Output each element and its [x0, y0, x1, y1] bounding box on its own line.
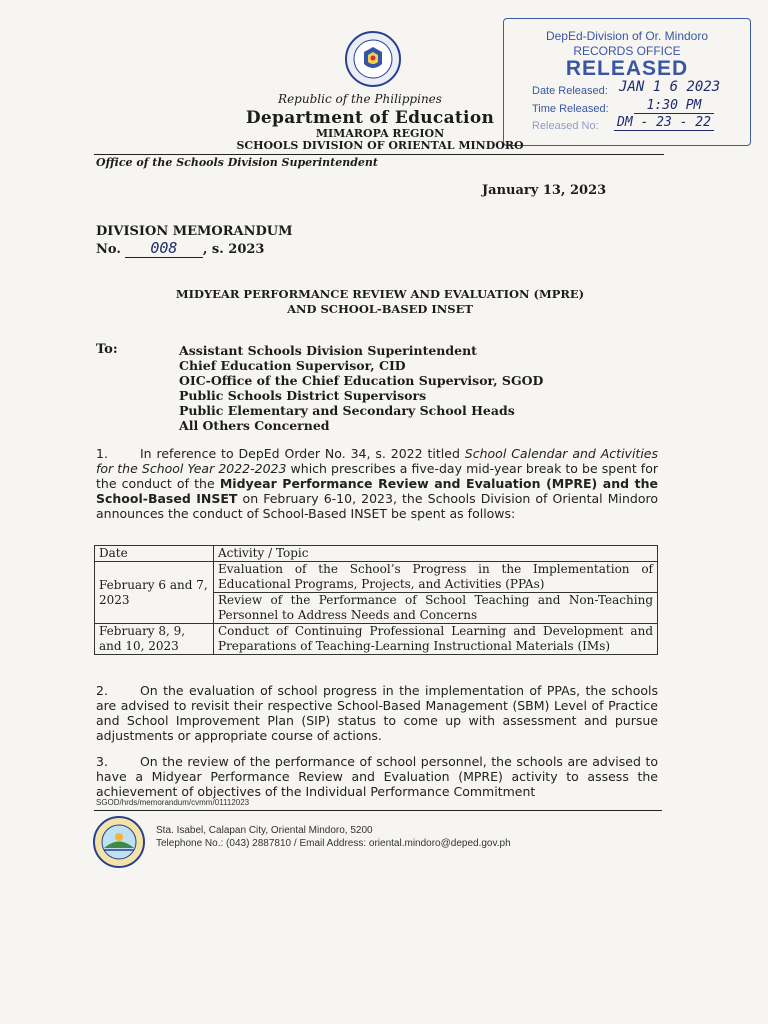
paragraph-2 — [96, 683, 658, 743]
schedule-table — [94, 545, 658, 655]
para2-number: 2. — [96, 683, 108, 698]
stamp-time-value: 1:30 PM — [634, 98, 714, 114]
para1-text: In reference to DepEd Order No. 34, s. 2022 titled — [139, 446, 465, 461]
footer-divider — [94, 810, 662, 811]
para1-order-title: School Calendar and Activities for the School Year 2022-2023 — [96, 446, 658, 476]
stamp-no-value: DM - 23 - 22 — [614, 115, 714, 131]
stamp-date-value: JAN 1 6 2023 — [619, 79, 721, 95]
recipient-item: OIC-Office of the Chief Education Supervisor, SGOD — [179, 373, 544, 388]
recipient-item: Chief Education Supervisor, CID — [179, 358, 406, 373]
header-activity: Activity / Topic — [214, 546, 658, 562]
deped-seal-icon — [344, 30, 402, 88]
date-cell: February 6 and 7, 2023 — [95, 562, 214, 624]
memo-subject — [120, 287, 640, 317]
recipient-item: All Others Concerned — [179, 418, 330, 433]
memo-type: DIVISION MEMORANDUM — [96, 224, 293, 239]
department-heading: Department of Education — [245, 108, 495, 128]
para2-text: On the evaluation of school progress in the implementation of PPAs, the schools are advised to revisit their respective School-Based Management (SBM) Level of Practice and School Improvement Plan (SIP) status to come up with assessment and pursue adjustments or appropriate course of actions. — [96, 683, 658, 743]
contact-line: Telephone No.: (043) 2887810 / Email Address: oriental.mindoro@deped.gov.ph — [156, 838, 511, 849]
recipient-item: Public Schools District Supervisors — [179, 388, 427, 403]
memo-no-value: 008 — [125, 239, 203, 258]
table-header-row — [95, 546, 658, 562]
table-row — [95, 624, 658, 655]
recipient-list — [179, 343, 543, 433]
recipient-item: Assistant Schools Division Superintendent — [179, 343, 477, 358]
para1-text: on February 6-10, 2023, the Schools Division of Oriental Mindoro announces the conduct of School-Based INSET be spent as follows: — [96, 491, 658, 521]
region-heading: MIMAROPA REGION — [315, 127, 445, 140]
subject-line-1: MIDYEAR PERFORMANCE REVIEW AND EVALUATION (MPRE) — [175, 287, 585, 301]
stamp-time-label: Time Released: — [532, 103, 609, 115]
stamp-no-label: Released No: — [532, 120, 599, 132]
activity-cell: Review of the Performance of School Teaching and Non-Teaching Personnel to Address Needs and Concerns — [214, 593, 658, 624]
table-row — [95, 562, 658, 593]
para3-text: On the review of the performance of school personnel, the schools are advised to have a Midyear Performance Review and Evaluation (MPRE) activity to assess the achievement of objectives of the Individual Performance Commitment — [96, 754, 658, 799]
stamp-records: RECORDS OFFICE — [573, 44, 681, 58]
division-seal-icon — [92, 815, 146, 869]
subject-line-2: AND SCHOOL-BASED INSET — [287, 302, 473, 316]
memo-no-suffix: , s. 2023 — [202, 242, 265, 257]
released-stamp — [503, 18, 751, 146]
stamp-status: RELEASED — [565, 57, 689, 80]
memo-date: January 13, 2023 — [482, 183, 607, 198]
activity-cell: Conduct of Continuing Professional Learning and Development and Preparations of Teaching-Learning Instructional Materials (IMs) — [214, 624, 658, 655]
republic-heading: Republic of the Philippines — [278, 92, 442, 106]
memo-number — [96, 239, 264, 258]
paragraph-1 — [96, 446, 658, 521]
office-heading: Office of the Schools Division Superintendent — [96, 156, 378, 169]
to-label: To: — [96, 342, 118, 357]
activity-cell: Evaluation of the School’s Progress in the Implementation of Educational Programs, Projects, and Activities (PPAs) — [214, 562, 658, 593]
header-date: Date — [95, 546, 214, 562]
recipient-item: Public Elementary and Secondary School Heads — [179, 403, 515, 418]
para1-number: 1. — [96, 446, 108, 461]
footer-address — [156, 824, 511, 850]
address-line: Sta. Isabel, Calapan City, Oriental Mindoro, 5200 — [156, 825, 373, 836]
date-cell: February 8, 9, and 10, 2023 — [95, 624, 214, 655]
para1-text: which prescribes a five-day mid-year break to be spent for the conduct of the — [96, 461, 658, 491]
reference-code: SGOD/hrds/memorandum/cvmm/01112023 — [96, 798, 250, 807]
memo-no-prefix: No. — [96, 242, 121, 257]
header-divider — [94, 154, 664, 155]
para3-number: 3. — [96, 754, 108, 769]
paragraph-3 — [96, 754, 658, 799]
para1-activity: Midyear Performance Review and Evaluation (MPRE) and the School-Based INSET — [96, 476, 658, 506]
division-heading: SCHOOLS DIVISION OF ORIENTAL MINDORO — [236, 139, 524, 152]
stamp-date-label: Date Released: — [532, 85, 608, 97]
stamp-office: DepEd-Division of Or. Mindoro — [545, 29, 709, 43]
